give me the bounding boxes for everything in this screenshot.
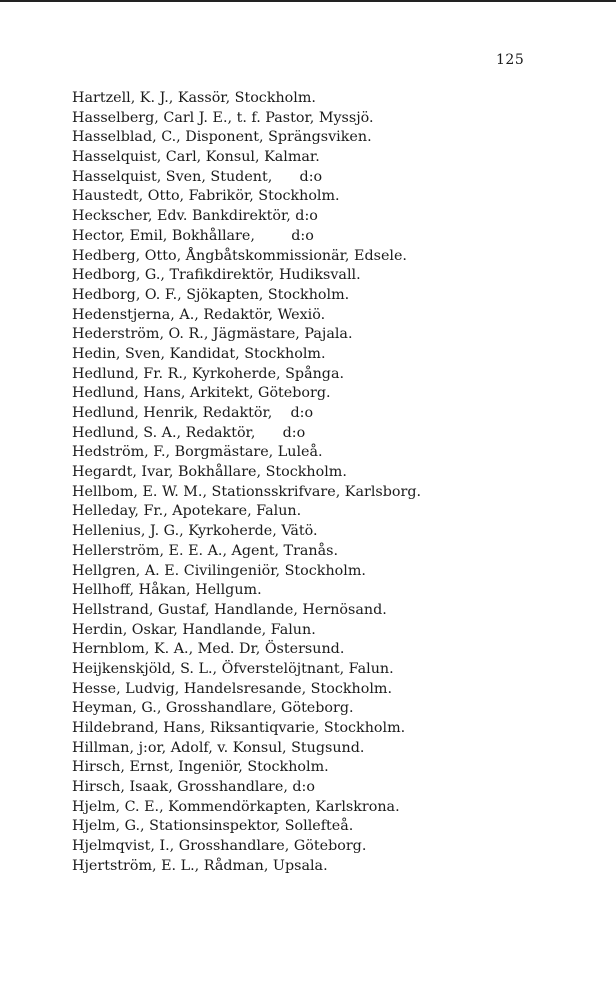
list-item: Hellgren, A. E. Civilingeniör, Stockholm. [72,562,366,579]
list-item: Hjelmqvist, I., Grosshandlare, Göteborg. [72,838,367,855]
list-item: Hector, Emil, Bokhållare, d:o [72,227,314,244]
list-item: Hildebrand, Hans, Riksantiqvarie, Stockholm. [72,720,406,736]
list-item: Hedlund, S. A., Redaktör, d:o [72,424,306,441]
list-item: Hesse, Ludvig, Handelsresande, Stockholm. [72,680,392,697]
list-item: Hellenius, J. G., Kyrkoherde, Vätö. [72,523,318,540]
list-item: Hellhoff, Håkan, Hellgum. [72,582,262,599]
list-item: Hellerström, E. E. A., Agent, Tranås. [72,542,339,559]
list-item: Heijkenskjöld, S. L., Öfverstelöjtnant, Falun. [72,660,394,677]
list-item: Hernblom, K. A., Med. Dr, Östersund. [72,641,345,658]
list-item: Hederström, O. R., Jägmästare, Pajala. [72,326,353,343]
list-item: Heckscher, Edv. Bankdirektör, d:o [72,208,318,225]
list-item: Haustedt, Otto, Fabrikör, Stockholm. [72,188,340,205]
list-item: Hasselblad, C., Disponent, Sprängsviken. [72,129,372,146]
list-item: Hellbom, E. W. M., Stationsskrifvare, Karlsborg. [72,483,422,500]
page-number: 125 [496,52,525,68]
list-item: Hjertström, E. L., Rådman, Upsala. [72,857,328,874]
list-item: Hedlund, Henrik, Redaktör, d:o [72,405,314,421]
list-item: Hedberg, Otto, Ångbåtskommissionär, Edsele. [72,247,407,264]
list-item: Hedborg, G., Trafikdirektör, Hudiksvall. [72,267,361,284]
list-item: Herdin, Oskar, Handlande, Falun. [72,621,316,638]
list-item: Hartzell, K. J., Kassör, Stockholm. [72,90,316,106]
list-item: Hillman, j:or, Adolf, v. Konsul, Stugsund. [72,739,365,756]
list-item: Hedenstjerna, A., Redaktör, Wexiö. [72,306,326,323]
list-item: Hirsch, Ernst, Ingeniör, Stockholm. [72,759,329,776]
list-item: Heyman, G., Grosshandlare, Göteborg. [72,700,354,717]
list-item: Hegardt, Ivar, Bokhållare, Stockholm. [72,464,347,481]
list-item: Hedborg, O. F., Sjökapten, Stockholm. [72,286,350,303]
list-item: Hedlund, Fr. R., Kyrkoherde, Spånga. [72,365,345,382]
directory-list [72,89,592,877]
list-item: Hjelm, G., Stationsinspektor, Sollefteå. [72,818,354,835]
list-item: Hasselquist, Sven, Student, d:o [72,168,323,185]
top-border-rule [0,0,616,2]
list-item: Hedström, F., Borgmästare, Luleå. [72,444,323,461]
list-item: Hasselberg, Carl J. E., t. f. Pastor, Myssjö. [72,109,374,126]
list-item: Hasselquist, Carl, Konsul, Kalmar. [72,149,320,166]
list-item: Helleday, Fr., Apotekare, Falun. [72,503,302,520]
list-item: Hedlund, Hans, Arkitekt, Göteborg. [72,385,331,402]
list-item: Hellstrand, Gustaf, Handlande, Hernösand. [72,601,387,618]
list-item: Hedin, Sven, Kandidat, Stockholm. [72,345,326,362]
list-item: Hjelm, C. E., Kommendörkapten, Karlskrona. [72,798,400,815]
list-item: Hirsch, Isaak, Grosshandlare, d:o [72,779,315,796]
